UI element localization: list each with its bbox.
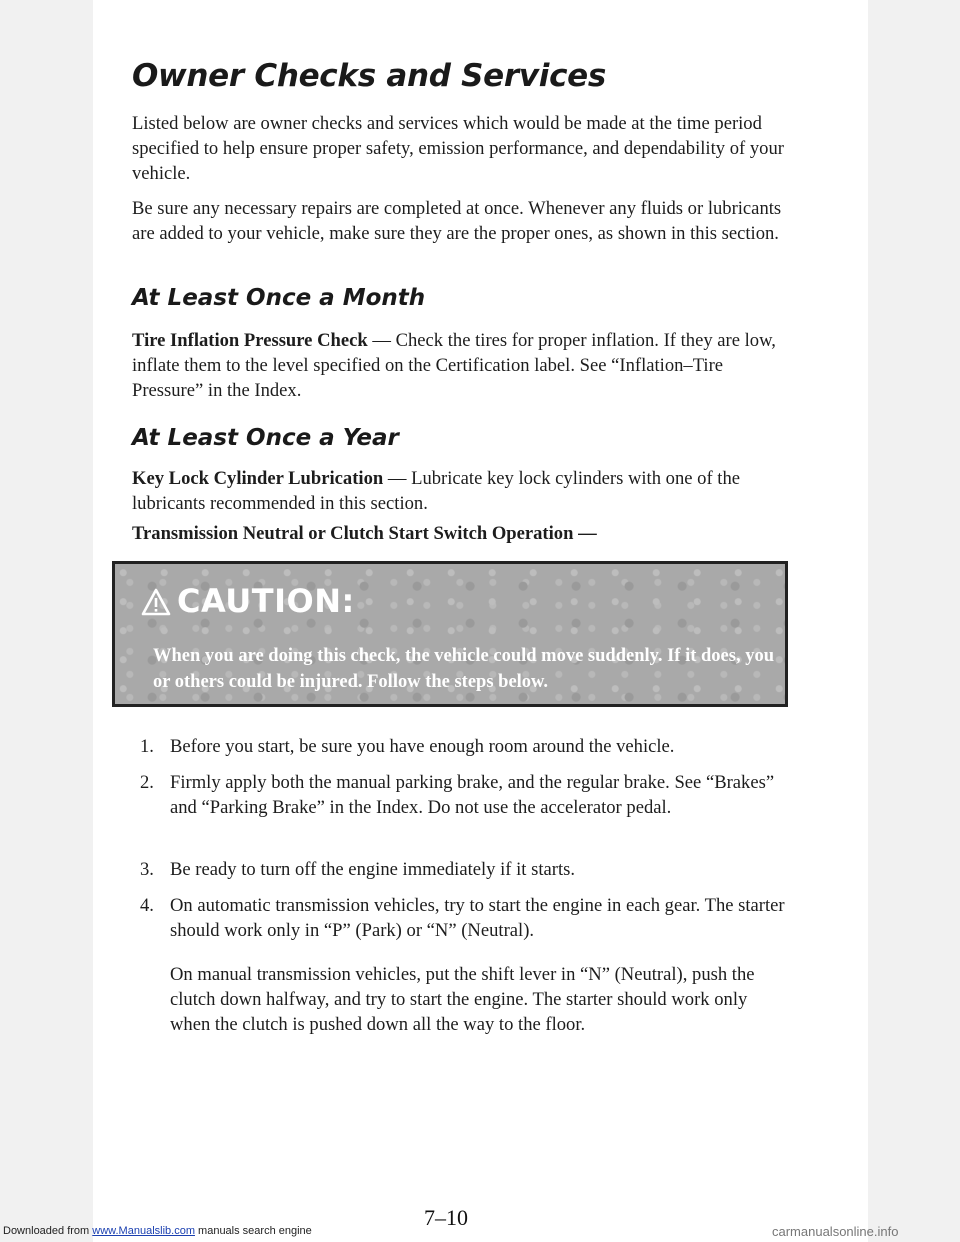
- download-footer: [3, 1225, 312, 1237]
- key-lock-text: — Lubricate key lock cylinders with one of the lubricants recommended in this section.: [132, 468, 741, 514]
- step-number: 3.: [140, 859, 154, 880]
- step-number: 4.: [140, 895, 154, 916]
- page-number: 7–10: [424, 1205, 468, 1230]
- footer-suffix: manuals search engine: [194, 1225, 312, 1237]
- step-text: Before you start, be sure you have enough room around the vehicle.: [170, 736, 675, 757]
- footer-prefix: Downloaded from: [3, 1225, 93, 1237]
- manualslib-link[interactable]: www.Manualslib.com: [92, 1225, 195, 1237]
- watermark: carmanualsonline.info: [772, 1224, 899, 1239]
- section-heading-year: At Least Once a Year: [132, 425, 399, 451]
- step-text: On automatic transmission vehicles, try to start the engine in each gear. The starter should work only in “P” (Park) or “N” (Neutral).: [170, 895, 785, 941]
- caution-title: [141, 582, 355, 620]
- tire-pressure-text: — Check the tires for proper inflation. If they are low, inflate them to the level specified on the Certification label. See “Inflation–Tire Pressure” in the Index.: [132, 330, 776, 401]
- step-number: 1.: [140, 736, 154, 757]
- key-lock-paragraph: [132, 466, 792, 516]
- warning-triangle-icon: [141, 588, 171, 616]
- caution-label: CAUTION:: [177, 582, 355, 620]
- caution-text: When you are doing this check, the vehicle could move suddenly. If it does, you or others could be injured. Follow the steps below.: [153, 646, 775, 692]
- step-text: Be ready to turn off the engine immediately if it starts.: [170, 859, 575, 880]
- key-lock-label: Key Lock Cylinder Lubrication: [132, 468, 384, 489]
- step-number: 2.: [140, 772, 154, 793]
- caution-box: [112, 561, 788, 707]
- section-heading-month: At Least Once a Month: [132, 285, 426, 311]
- page-title: Owner Checks and Services: [132, 58, 607, 94]
- step-text: Firmly apply both the manual parking brake, and the regular brake. See “Brakes” and “Parking Brake” in the Index. Do not use the accelerator pedal.: [170, 772, 775, 818]
- tire-pressure-label: Tire Inflation Pressure Check: [132, 330, 368, 351]
- intro-paragraph-1: Listed below are owner checks and services which would be made at the time period specified to help ensure proper safety, emission performance, and dependability of your vehicle.: [132, 113, 784, 184]
- tire-pressure-paragraph: [132, 328, 792, 403]
- intro-paragraph-2: Be sure any necessary repairs are completed at once. Whenever any fluids or lubricants are added to your vehicle, make sure they are the proper ones, as shown in this section.: [132, 198, 782, 244]
- transmission-switch-subheading: Transmission Neutral or Clutch Start Switch Operation —: [132, 523, 597, 544]
- manual-transmission-paragraph: On manual transmission vehicles, put the shift lever in “N” (Neutral), push the clutch down halfway, and try to start the engine. The starter should work only when the clutch is pushed down all the way to the floor.: [170, 964, 755, 1035]
